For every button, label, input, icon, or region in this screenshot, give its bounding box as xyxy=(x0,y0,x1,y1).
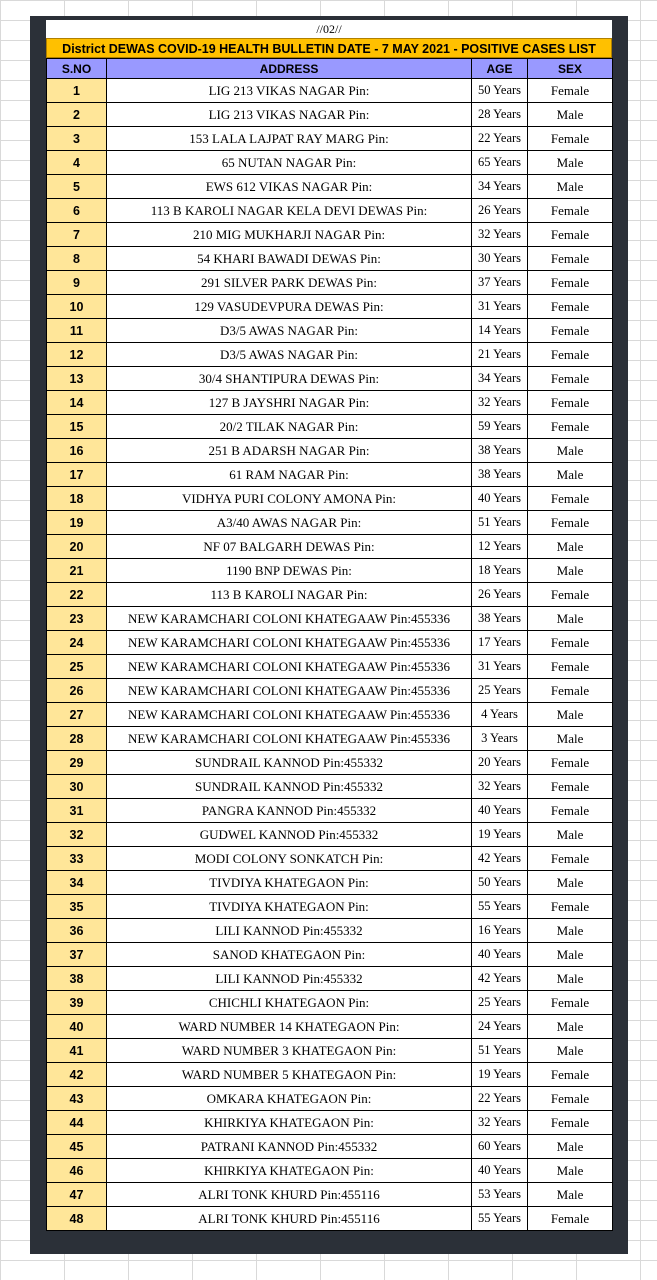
table-row xyxy=(47,127,613,151)
cell-age: 38 Years xyxy=(472,463,528,487)
column-header-sex: SEX xyxy=(528,59,613,79)
cell-address: LILI KANNOD Pin:455332 xyxy=(107,919,472,943)
cell-sno: 25 xyxy=(47,655,107,679)
cell-sno: 46 xyxy=(47,1159,107,1183)
cell-address: 129 VASUDEVPURA DEWAS Pin: xyxy=(107,295,472,319)
cell-sno: 31 xyxy=(47,799,107,823)
table-row xyxy=(47,391,613,415)
cell-address: 20/2 TILAK NAGAR Pin: xyxy=(107,415,472,439)
cell-sno: 36 xyxy=(47,919,107,943)
cell-age: 30 Years xyxy=(472,247,528,271)
cell-sno: 32 xyxy=(47,823,107,847)
cell-sex: Male xyxy=(528,919,613,943)
cell-sno: 39 xyxy=(47,991,107,1015)
cell-sex: Female xyxy=(528,343,613,367)
table-row xyxy=(47,343,613,367)
cell-age: 34 Years xyxy=(472,367,528,391)
cell-sno: 15 xyxy=(47,415,107,439)
table-row xyxy=(47,703,613,727)
cell-sex: Female xyxy=(528,199,613,223)
cell-age: 50 Years xyxy=(472,871,528,895)
cell-sex: Female xyxy=(528,895,613,919)
cell-age: 59 Years xyxy=(472,415,528,439)
cell-sex: Male xyxy=(528,1159,613,1183)
cell-sex: Female xyxy=(528,127,613,151)
cell-age: 55 Years xyxy=(472,1207,528,1231)
table-row xyxy=(47,511,613,535)
cell-sno: 20 xyxy=(47,535,107,559)
cell-age: 53 Years xyxy=(472,1183,528,1207)
cell-age: 51 Years xyxy=(472,511,528,535)
cell-age: 20 Years xyxy=(472,751,528,775)
cell-sno: 9 xyxy=(47,271,107,295)
cell-sno: 16 xyxy=(47,439,107,463)
cell-address: NEW KARAMCHARI COLONI KHATEGAAW Pin:455336 xyxy=(107,727,472,751)
cell-age: 26 Years xyxy=(472,199,528,223)
table-row xyxy=(47,943,613,967)
cell-sex: Male xyxy=(528,463,613,487)
cell-sno: 6 xyxy=(47,199,107,223)
cell-sex: Male xyxy=(528,1183,613,1207)
cell-address: NEW KARAMCHARI COLONI KHATEGAAW Pin:455336 xyxy=(107,679,472,703)
cell-sno: 22 xyxy=(47,583,107,607)
cell-sex: Female xyxy=(528,1063,613,1087)
cell-address: SUNDRAIL KANNOD Pin:455332 xyxy=(107,751,472,775)
cell-age: 40 Years xyxy=(472,487,528,511)
cell-address: GUDWEL KANNOD Pin:455332 xyxy=(107,823,472,847)
cell-age: 21 Years xyxy=(472,343,528,367)
cell-sno: 10 xyxy=(47,295,107,319)
column-header-sno: S.NO xyxy=(47,59,107,79)
cell-sex: Male xyxy=(528,535,613,559)
cell-age: 42 Years xyxy=(472,847,528,871)
cell-sno: 44 xyxy=(47,1111,107,1135)
cell-age: 19 Years xyxy=(472,1063,528,1087)
table-row xyxy=(47,631,613,655)
bulletin-title: District DEWAS COVID-19 HEALTH BULLETIN DATE - 7 MAY 2021 - POSITIVE CASES LIST xyxy=(46,38,612,58)
cell-age: 26 Years xyxy=(472,583,528,607)
cell-age: 65 Years xyxy=(472,151,528,175)
cell-address: WARD NUMBER 5 KHATEGAON Pin: xyxy=(107,1063,472,1087)
positive-cases-table xyxy=(46,58,613,1231)
table-row xyxy=(47,775,613,799)
table-row xyxy=(47,559,613,583)
cell-age: 42 Years xyxy=(472,967,528,991)
table-row xyxy=(47,223,613,247)
cell-address: NEW KARAMCHARI COLONI KHATEGAAW Pin:455336 xyxy=(107,703,472,727)
table-row xyxy=(47,1015,613,1039)
cell-address: 113 B KAROLI NAGAR Pin: xyxy=(107,583,472,607)
cell-sno: 23 xyxy=(47,607,107,631)
cell-sno: 48 xyxy=(47,1207,107,1231)
cell-sno: 40 xyxy=(47,1015,107,1039)
cell-address: D3/5 AWAS NAGAR Pin: xyxy=(107,319,472,343)
cell-age: 40 Years xyxy=(472,1159,528,1183)
cell-sno: 4 xyxy=(47,151,107,175)
table-row xyxy=(47,199,613,223)
column-header-address: ADDRESS xyxy=(107,59,472,79)
cell-sex: Female xyxy=(528,79,613,103)
cell-sex: Female xyxy=(528,367,613,391)
cell-age: 34 Years xyxy=(472,175,528,199)
table-row xyxy=(47,151,613,175)
cell-sex: Male xyxy=(528,703,613,727)
cell-sno: 8 xyxy=(47,247,107,271)
cell-sex: Male xyxy=(528,1015,613,1039)
cell-age: 50 Years xyxy=(472,79,528,103)
cell-address: WARD NUMBER 14 KHATEGAON Pin: xyxy=(107,1015,472,1039)
cell-age: 14 Years xyxy=(472,319,528,343)
cell-sno: 45 xyxy=(47,1135,107,1159)
cell-address: 54 KHARI BAWADI DEWAS Pin: xyxy=(107,247,472,271)
table-row xyxy=(47,463,613,487)
cell-sno: 24 xyxy=(47,631,107,655)
cell-age: 31 Years xyxy=(472,655,528,679)
cell-sex: Female xyxy=(528,1207,613,1231)
cell-address: LIG 213 VIKAS NAGAR Pin: xyxy=(107,103,472,127)
cell-age: 25 Years xyxy=(472,991,528,1015)
cell-address: VIDHYA PURI COLONY AMONA Pin: xyxy=(107,487,472,511)
bulletin-sheet xyxy=(30,16,628,1254)
cell-sex: Female xyxy=(528,415,613,439)
cell-age: 60 Years xyxy=(472,1135,528,1159)
cell-sno: 1 xyxy=(47,79,107,103)
table-row xyxy=(47,1039,613,1063)
cell-age: 4 Years xyxy=(472,703,528,727)
cell-sex: Female xyxy=(528,487,613,511)
cell-sno: 34 xyxy=(47,871,107,895)
cell-age: 32 Years xyxy=(472,775,528,799)
cell-age: 12 Years xyxy=(472,535,528,559)
table-row xyxy=(47,175,613,199)
table-row xyxy=(47,247,613,271)
cell-sno: 19 xyxy=(47,511,107,535)
cell-age: 37 Years xyxy=(472,271,528,295)
table-row xyxy=(47,1207,613,1231)
cell-address: 127 B JAYSHRI NAGAR Pin: xyxy=(107,391,472,415)
table-row xyxy=(47,991,613,1015)
table-row xyxy=(47,583,613,607)
cell-sno: 43 xyxy=(47,1087,107,1111)
cell-sno: 13 xyxy=(47,367,107,391)
cell-sex: Female xyxy=(528,751,613,775)
cell-sno: 28 xyxy=(47,727,107,751)
table-row xyxy=(47,607,613,631)
cell-sex: Female xyxy=(528,295,613,319)
cell-sex: Female xyxy=(528,223,613,247)
cell-address: 291 SILVER PARK DEWAS Pin: xyxy=(107,271,472,295)
table-row xyxy=(47,535,613,559)
cell-sno: 17 xyxy=(47,463,107,487)
table-row xyxy=(47,295,613,319)
cell-sex: Female xyxy=(528,271,613,295)
table-row xyxy=(47,1111,613,1135)
cell-sno: 14 xyxy=(47,391,107,415)
cell-age: 18 Years xyxy=(472,559,528,583)
table-row xyxy=(47,415,613,439)
cell-sex: Female xyxy=(528,391,613,415)
cell-age: 22 Years xyxy=(472,127,528,151)
cell-sno: 21 xyxy=(47,559,107,583)
cell-address: ALRI TONK KHURD Pin:455116 xyxy=(107,1183,472,1207)
cell-sno: 35 xyxy=(47,895,107,919)
cell-address: 210 MIG MUKHARJI NAGAR Pin: xyxy=(107,223,472,247)
cell-address: OMKARA KHATEGAON Pin: xyxy=(107,1087,472,1111)
cell-address: NEW KARAMCHARI COLONI KHATEGAAW Pin:455336 xyxy=(107,631,472,655)
cell-sno: 2 xyxy=(47,103,107,127)
cell-sex: Female xyxy=(528,1087,613,1111)
cell-address: 113 B KAROLI NAGAR KELA DEVI DEWAS Pin: xyxy=(107,199,472,223)
cell-sex: Female xyxy=(528,679,613,703)
cell-address: D3/5 AWAS NAGAR Pin: xyxy=(107,343,472,367)
cell-sno: 41 xyxy=(47,1039,107,1063)
cell-sex: Female xyxy=(528,1111,613,1135)
cell-address: WARD NUMBER 3 KHATEGAON Pin: xyxy=(107,1039,472,1063)
cell-age: 55 Years xyxy=(472,895,528,919)
cell-age: 40 Years xyxy=(472,943,528,967)
table-row xyxy=(47,1087,613,1111)
cell-age: 3 Years xyxy=(472,727,528,751)
cell-address: 30/4 SHANTIPURA DEWAS Pin: xyxy=(107,367,472,391)
cell-age: 38 Years xyxy=(472,607,528,631)
cell-address: SUNDRAIL KANNOD Pin:455332 xyxy=(107,775,472,799)
cell-sno: 12 xyxy=(47,343,107,367)
table-row xyxy=(47,1183,613,1207)
cell-sex: Female xyxy=(528,511,613,535)
table-row xyxy=(47,727,613,751)
table-row xyxy=(47,1063,613,1087)
cell-sno: 37 xyxy=(47,943,107,967)
cell-age: 16 Years xyxy=(472,919,528,943)
cell-address: 251 B ADARSH NAGAR Pin: xyxy=(107,439,472,463)
cell-address: TIVDIYA KHATEGAON Pin: xyxy=(107,871,472,895)
cell-sno: 30 xyxy=(47,775,107,799)
table-row xyxy=(47,271,613,295)
table-row xyxy=(47,319,613,343)
cell-age: 24 Years xyxy=(472,1015,528,1039)
cell-address: CHICHLI KHATEGAON Pin: xyxy=(107,991,472,1015)
cell-address: NF 07 BALGARH DEWAS Pin: xyxy=(107,535,472,559)
cell-age: 17 Years xyxy=(472,631,528,655)
cell-sex: Male xyxy=(528,175,613,199)
cell-sex: Male xyxy=(528,727,613,751)
cell-sno: 38 xyxy=(47,967,107,991)
cell-address: 61 RAM NAGAR Pin: xyxy=(107,463,472,487)
cell-sno: 47 xyxy=(47,1183,107,1207)
cell-sex: Male xyxy=(528,943,613,967)
cell-address: LIG 213 VIKAS NAGAR Pin: xyxy=(107,79,472,103)
cell-address: NEW KARAMCHARI COLONI KHATEGAAW Pin:455336 xyxy=(107,655,472,679)
cell-sex: Male xyxy=(528,823,613,847)
cell-sex: Female xyxy=(528,583,613,607)
cell-age: 31 Years xyxy=(472,295,528,319)
table-row xyxy=(47,871,613,895)
cell-age: 40 Years xyxy=(472,799,528,823)
cell-address: 1190 BNP DEWAS Pin: xyxy=(107,559,472,583)
cell-sex: Female xyxy=(528,631,613,655)
table-row xyxy=(47,679,613,703)
table-row xyxy=(47,823,613,847)
table-header-row xyxy=(47,59,613,79)
cell-age: 25 Years xyxy=(472,679,528,703)
cell-sno: 42 xyxy=(47,1063,107,1087)
cell-sno: 18 xyxy=(47,487,107,511)
cell-sex: Male xyxy=(528,607,613,631)
cell-sex: Male xyxy=(528,439,613,463)
cell-sno: 3 xyxy=(47,127,107,151)
cell-age: 28 Years xyxy=(472,103,528,127)
cell-sex: Male xyxy=(528,1135,613,1159)
cell-sex: Male xyxy=(528,559,613,583)
cell-age: 32 Years xyxy=(472,1111,528,1135)
cell-sno: 29 xyxy=(47,751,107,775)
table-row xyxy=(47,655,613,679)
cell-sno: 26 xyxy=(47,679,107,703)
cell-sex: Male xyxy=(528,871,613,895)
cell-address: NEW KARAMCHARI COLONI KHATEGAAW Pin:455336 xyxy=(107,607,472,631)
cell-age: 51 Years xyxy=(472,1039,528,1063)
cell-sno: 33 xyxy=(47,847,107,871)
cell-sex: Female xyxy=(528,655,613,679)
cell-age: 38 Years xyxy=(472,439,528,463)
cell-sex: Male xyxy=(528,103,613,127)
table-row xyxy=(47,79,613,103)
cell-sex: Male xyxy=(528,967,613,991)
cell-sno: 5 xyxy=(47,175,107,199)
cell-sex: Female xyxy=(528,991,613,1015)
cell-age: 32 Years xyxy=(472,391,528,415)
cell-age: 19 Years xyxy=(472,823,528,847)
table-row xyxy=(47,1159,613,1183)
cell-sex: Male xyxy=(528,151,613,175)
cell-address: PANGRA KANNOD Pin:455332 xyxy=(107,799,472,823)
table-row xyxy=(47,1135,613,1159)
table-row xyxy=(47,799,613,823)
cell-sno: 7 xyxy=(47,223,107,247)
cell-sex: Female xyxy=(528,799,613,823)
table-row xyxy=(47,367,613,391)
cell-age: 32 Years xyxy=(472,223,528,247)
cell-address: SANOD KHATEGAON Pin: xyxy=(107,943,472,967)
cell-sex: Male xyxy=(528,1039,613,1063)
cell-age: 22 Years xyxy=(472,1087,528,1111)
table-row xyxy=(47,847,613,871)
table-row xyxy=(47,895,613,919)
table-row xyxy=(47,751,613,775)
cell-address: MODI COLONY SONKATCH Pin: xyxy=(107,847,472,871)
cell-address: EWS 612 VIKAS NAGAR Pin: xyxy=(107,175,472,199)
page-label: //02// xyxy=(46,20,612,38)
cell-address: PATRANI KANNOD Pin:455332 xyxy=(107,1135,472,1159)
cell-address: LILI KANNOD Pin:455332 xyxy=(107,967,472,991)
cell-address: 65 NUTAN NAGAR Pin: xyxy=(107,151,472,175)
table-row xyxy=(47,487,613,511)
table-row xyxy=(47,967,613,991)
column-header-age: AGE xyxy=(472,59,528,79)
table-row xyxy=(47,919,613,943)
table-body xyxy=(47,79,613,1231)
cell-sex: Female xyxy=(528,247,613,271)
cell-address: TIVDIYA KHATEGAON Pin: xyxy=(107,895,472,919)
cell-sex: Female xyxy=(528,319,613,343)
cell-address: 153 LALA LAJPAT RAY MARG Pin: xyxy=(107,127,472,151)
cell-sex: Female xyxy=(528,775,613,799)
cell-sno: 27 xyxy=(47,703,107,727)
cell-address: KHIRKIYA KHATEGAON Pin: xyxy=(107,1159,472,1183)
cell-address: A3/40 AWAS NAGAR Pin: xyxy=(107,511,472,535)
cell-sex: Female xyxy=(528,847,613,871)
cell-sno: 11 xyxy=(47,319,107,343)
table-row xyxy=(47,439,613,463)
table-row xyxy=(47,103,613,127)
cell-address: KHIRKIYA KHATEGAON Pin: xyxy=(107,1111,472,1135)
cell-address: ALRI TONK KHURD Pin:455116 xyxy=(107,1207,472,1231)
